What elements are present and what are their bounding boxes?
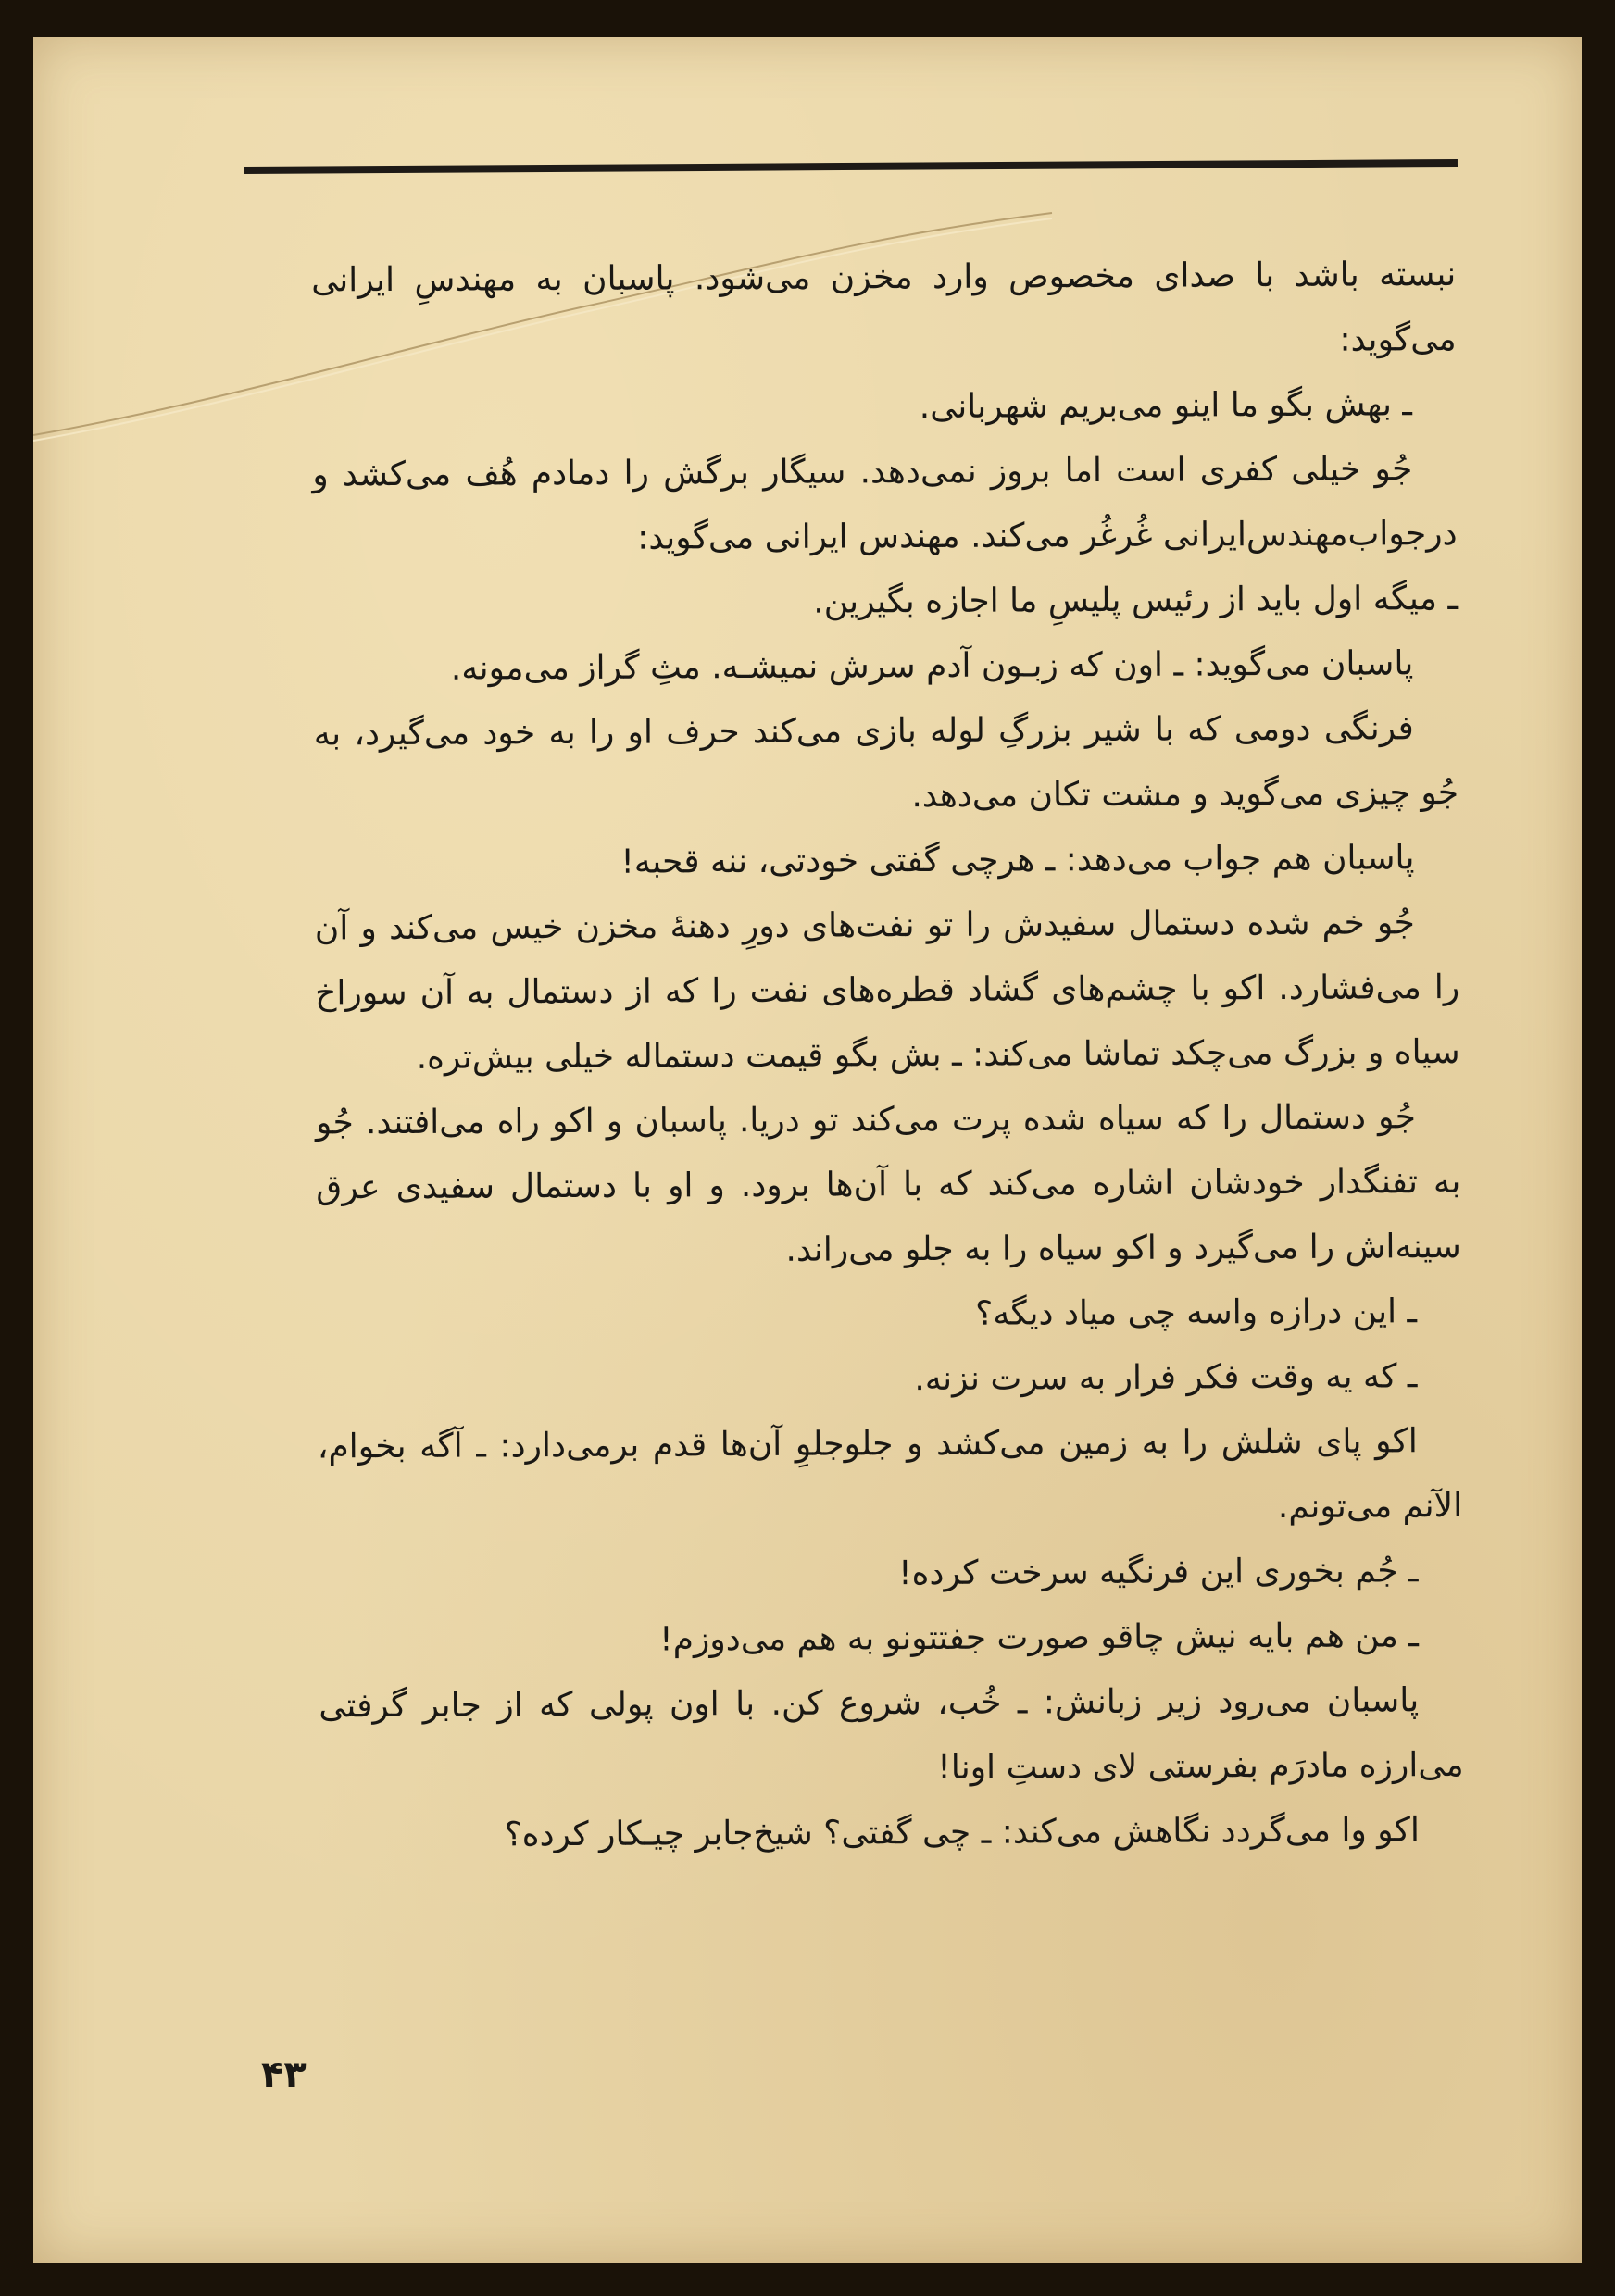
paragraph-15: پاسبان می‌رود زیر زبانش: ـ خُب، شروع کن. با اون پولی که از جابر گرفتی می‌ارزه مادرَم بفرستی لای دستِ اونا! [319,1681,1464,1787]
page-number: ۴۳ [261,2053,307,2096]
paragraph-4: ـ میگه اول باید از رئیس پلیسِ ما اجازه بگیرین. [813,579,1459,621]
paragraph-16: اکو وا می‌گردد نگاهش می‌کند: ـ چی گفتی؟ شیخ‌جابر چیـکار کرده؟ [504,1811,1421,1854]
paragraph-5: پاسبان می‌گوید: ـ اون که زبـون آدم سرش نمیشـه. مثِ گراز می‌مونه. [450,644,1414,688]
body-text [311,243,1464,1868]
paragraph-2: ـ بهش بگو ما اینو می‌بریم شهربانی. [919,385,1413,427]
paragraph-8: جُو خم شده دستمال سفیدش را تو نفت‌های دورِ دهنهٔ مخزن خیس می‌کند و آن را می‌فشارد. اکو با چشم‌های گشاد قطره‌های نفت را که از دستمال به آن سوراخ سیاه و بزرگ می‌چکد تماشا می‌کند: ـ بش بگو قیمت دستماله خیلی بیش‌تره. [314,904,1460,1077]
book-page [33,37,1582,2263]
paragraph-13: ـ جُم بخوری این فرنگیه سرخت کرده! [898,1552,1419,1593]
header-rule [244,159,1458,174]
paragraph-11: ـ که یه وقت فکر فرار به سرت نزنه. [914,1357,1418,1399]
paragraph-12: اکو پای شلش را به زمین می‌کشد و جلوجلوِ آن‌ها قدم برمی‌دارد: ـ آگه بخوام، الآنم می‌تونم. [317,1422,1463,1527]
paragraph-7: پاسبان هم جواب می‌دهد: ـ هرچی گفتی خودتی، ننه قحبه! [620,839,1415,881]
paragraph-9: جُو دستمال را که سیاه شده پرت می‌کند تو دریا. پاسبان و اکو راه می‌افتند. جُو به تفنگدار خودشان اشاره می‌کند که با آن‌ها برود. و او با دستمال سفیدی عرق سینه‌اش را می‌گیرد و اکو سیاه را به جلو می‌راند. [315,1098,1461,1269]
paragraph-3: جُو خیلی کفری است اما بروز نمی‌دهد. سیگار برگش را دمادم هُف می‌کشد و درجواب‌مهندس‌ایرانی غُرغُر می‌کند. مهندس ایرانی می‌گوید: [312,450,1458,557]
paragraph-1: نبسته باشد با صدای مخصوص وارد مخزن می‌شود. پاسبان به مهندسِ ایرانی می‌گوید: [311,255,1457,359]
paragraph-14: ـ من هم بایه نیش چاقو صورت جفتتونو به هم می‌دوزم! [659,1616,1419,1659]
paragraph-10: ـ این درازه واسه چی میاد دیگه؟ [975,1292,1418,1333]
paragraph-6: فرنگی دومی که با شیر بزرگِ لوله بازی می‌کند حرف او را به خود می‌گیرد، به جُو چیزی می‌گوید و مشت تکان می‌دهد. [313,709,1459,816]
